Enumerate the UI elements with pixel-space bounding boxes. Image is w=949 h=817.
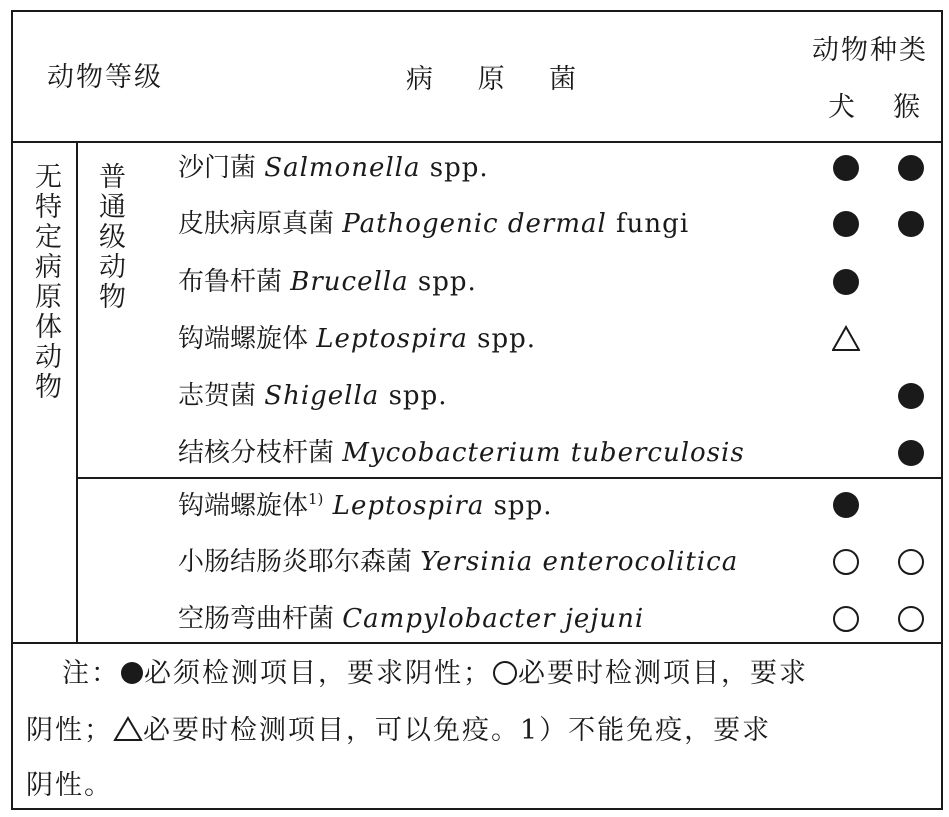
- pathogen-row: [178, 606, 644, 632]
- note-line-2: [26, 716, 926, 744]
- pathogen-latin-name: Leptospira: [316, 324, 468, 354]
- filled-circle-icon: [897, 210, 925, 238]
- open-circle-icon: [897, 605, 925, 633]
- pathogen-suffix: spp.: [484, 491, 553, 521]
- filled-circle-icon: [832, 268, 860, 296]
- pathogen-chinese-name: 空肠弯曲杆菌: [178, 604, 343, 634]
- open-circle-icon: [492, 660, 518, 686]
- note-required-text: 必须检测项目，要求阴性；: [144, 658, 492, 689]
- pathogen-latin-name: Mycobacterium tuberculosis: [342, 438, 745, 468]
- pathogen-row: [178, 383, 447, 409]
- pathogen-latin-name: Shigella: [264, 381, 380, 411]
- footnote-marker: 1): [308, 490, 324, 508]
- pathogen-row: [178, 211, 689, 237]
- pathogen-row: [178, 492, 553, 519]
- note-divider: [11, 642, 943, 644]
- pathogen-chinese-name: 沙门菌: [178, 153, 265, 183]
- filled-circle-icon: [897, 154, 925, 182]
- pathogen-latin-name: Salmonella: [264, 153, 421, 183]
- header-monkey: 猴: [893, 92, 920, 123]
- pathogen-suffix: spp.: [420, 153, 489, 183]
- note-line-3: 阴性。: [26, 770, 113, 801]
- table-frame: [11, 10, 943, 810]
- filled-circle-icon: [832, 154, 860, 182]
- pathogen-suffix: spp.: [379, 381, 448, 411]
- note-prefix: 注：: [62, 658, 120, 689]
- note-vaccine-text: 必要时检测项目，可以免疫。1）不能免疫，要求: [143, 715, 772, 746]
- pathogen-row: [178, 549, 738, 575]
- pathogen-row: [178, 326, 536, 352]
- filled-circle-icon: [832, 210, 860, 238]
- pathogen-suffix: spp.: [408, 267, 477, 297]
- note-optional-text: 必要时检测项目，要求: [518, 658, 808, 689]
- pathogen-latin-name: Brucella: [290, 267, 409, 297]
- open-circle-icon: [832, 605, 860, 633]
- pathogen-latin-name: Yersinia enterocolitica: [420, 547, 739, 577]
- note-line-1: [62, 660, 949, 687]
- header-divider: [11, 141, 943, 143]
- filled-circle-icon: [897, 439, 925, 467]
- triangle-icon: [113, 716, 143, 742]
- pathogen-chinese-name: 布鲁杆菌: [178, 267, 291, 297]
- header-animal-species: 动物种类: [812, 35, 928, 66]
- pathogen-row: [178, 155, 489, 181]
- grade-spf-animal: 无特定病原体动物: [30, 162, 61, 402]
- open-circle-icon: [832, 548, 860, 576]
- grade-column-divider: [76, 141, 78, 644]
- grade-ordinary-animal: 普通级动物: [94, 162, 125, 312]
- pathogen-chinese-name: 志贺菌: [178, 381, 265, 411]
- pathogen-latin-name: Leptospira: [323, 491, 485, 521]
- header-pathogen: 病 原 菌: [406, 64, 595, 95]
- filled-circle-icon: [832, 491, 860, 519]
- pathogen-chinese-name: 结核分枝杆菌: [178, 438, 343, 468]
- note-negative-text: 阴性；: [26, 715, 113, 746]
- pathogen-latin-name: Pathogenic dermal: [342, 209, 607, 239]
- pathogen-chinese-name: 钩端螺旋体: [178, 324, 317, 354]
- triangle-icon: [832, 325, 860, 353]
- open-circle-icon: [897, 548, 925, 576]
- pathogen-latin-name: Campylobacter jejuni: [342, 604, 645, 634]
- header-dog: 犬: [828, 92, 855, 123]
- pathogen-suffix: spp.: [467, 324, 537, 354]
- pathogen-chinese-name: 钩端螺旋体: [178, 491, 309, 521]
- section-divider: [78, 477, 943, 479]
- filled-circle-icon: [897, 382, 925, 410]
- pathogen-row: [178, 269, 477, 295]
- pathogen-suffix: fungi: [606, 209, 690, 239]
- filled-circle-icon: [120, 661, 144, 685]
- pathogen-chinese-name: 小肠结肠炎耶尔森菌: [178, 547, 421, 577]
- pathogen-chinese-name: 皮肤病原真菌: [178, 209, 343, 239]
- pathogen-row: [178, 440, 745, 466]
- header-animal-grade: 动物等级: [47, 62, 163, 93]
